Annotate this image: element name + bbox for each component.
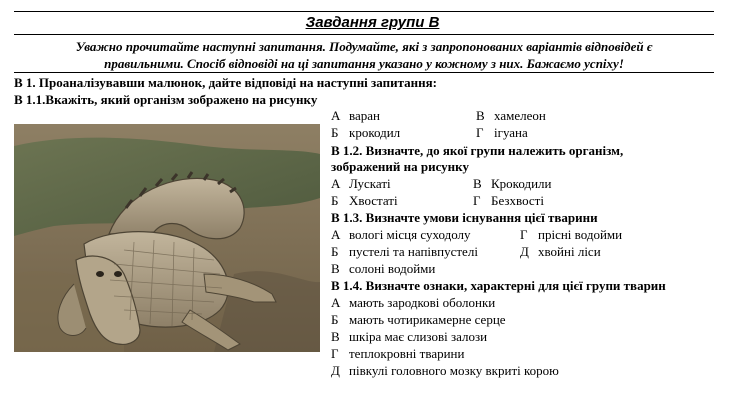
q1-2-option-b[interactable]: Б Хвостаті xyxy=(331,193,398,208)
q1-4-option-b[interactable]: Б мають чотирикамерне серце xyxy=(331,312,506,327)
task-b1-heading: В 1. Проаналізувавши малюнок, дайте відповіді на наступні запитання: xyxy=(14,75,437,90)
intro-line-2: правильними. Спосіб відповіді на ці запитання указано у кожному з них. Бажаємо успіху! xyxy=(104,56,624,71)
q1-1-option-b[interactable]: Б крокодил xyxy=(331,125,401,140)
q1-4-title: В 1.4. Визначте ознаки, характерні для цієї групи тварин xyxy=(331,278,666,293)
q1-2-option-g[interactable]: Г Безхвості xyxy=(473,193,544,208)
q1-1-option-g[interactable]: Г ігуана xyxy=(476,125,528,140)
q1-3-option-b[interactable]: Б пустелі та напівпустелі xyxy=(331,244,478,259)
q1-3-option-a[interactable]: А вологі місця суходолу xyxy=(331,227,471,242)
intro-line-1: Уважно прочитайте наступні запитання. Подумайте, які з запропонованих варіантів відповідей є xyxy=(75,39,653,54)
crocodile-photo xyxy=(14,124,320,352)
page-title: Завдання групи В xyxy=(305,14,440,31)
q1-4-option-a[interactable]: А мають зародкові оболонки xyxy=(331,295,496,310)
intro-text xyxy=(14,38,714,72)
q1-3-option-v[interactable]: В солоні водойми xyxy=(331,261,436,276)
q1-3-option-d[interactable]: Д хвойні ліси xyxy=(520,244,601,259)
intro-rule xyxy=(14,72,714,73)
title-rule xyxy=(14,34,714,35)
q1-3-title: В 1.3. Визначте умови існування цієї тварини xyxy=(331,210,598,225)
q1-3-option-g[interactable]: Г прісні водойми xyxy=(520,227,623,242)
q1-2-title-line-1: В 1.2. Визначте, до якої групи належить організм, xyxy=(331,143,624,158)
q1-4-option-v[interactable]: В шкіра має слизові залози xyxy=(331,329,488,344)
task-b1-1-heading: В 1.1.Вкажіть, який організм зображено на рисунку xyxy=(14,92,318,107)
q1-4-option-g[interactable]: Г теплокровні тварини xyxy=(331,346,465,361)
q1-2-option-a[interactable]: А Лускаті xyxy=(331,176,391,191)
q1-2-title-line-2: зображений на рисунку xyxy=(331,159,469,174)
top-rule xyxy=(14,11,714,12)
q1-2-option-v[interactable]: В Крокодили xyxy=(473,176,552,191)
q1-1-option-v[interactable]: В хамелеон xyxy=(476,108,546,123)
q1-4-option-d[interactable]: Д півкулі головного мозку вкриті корою xyxy=(331,363,559,378)
q1-1-option-a[interactable]: А варан xyxy=(331,108,380,123)
